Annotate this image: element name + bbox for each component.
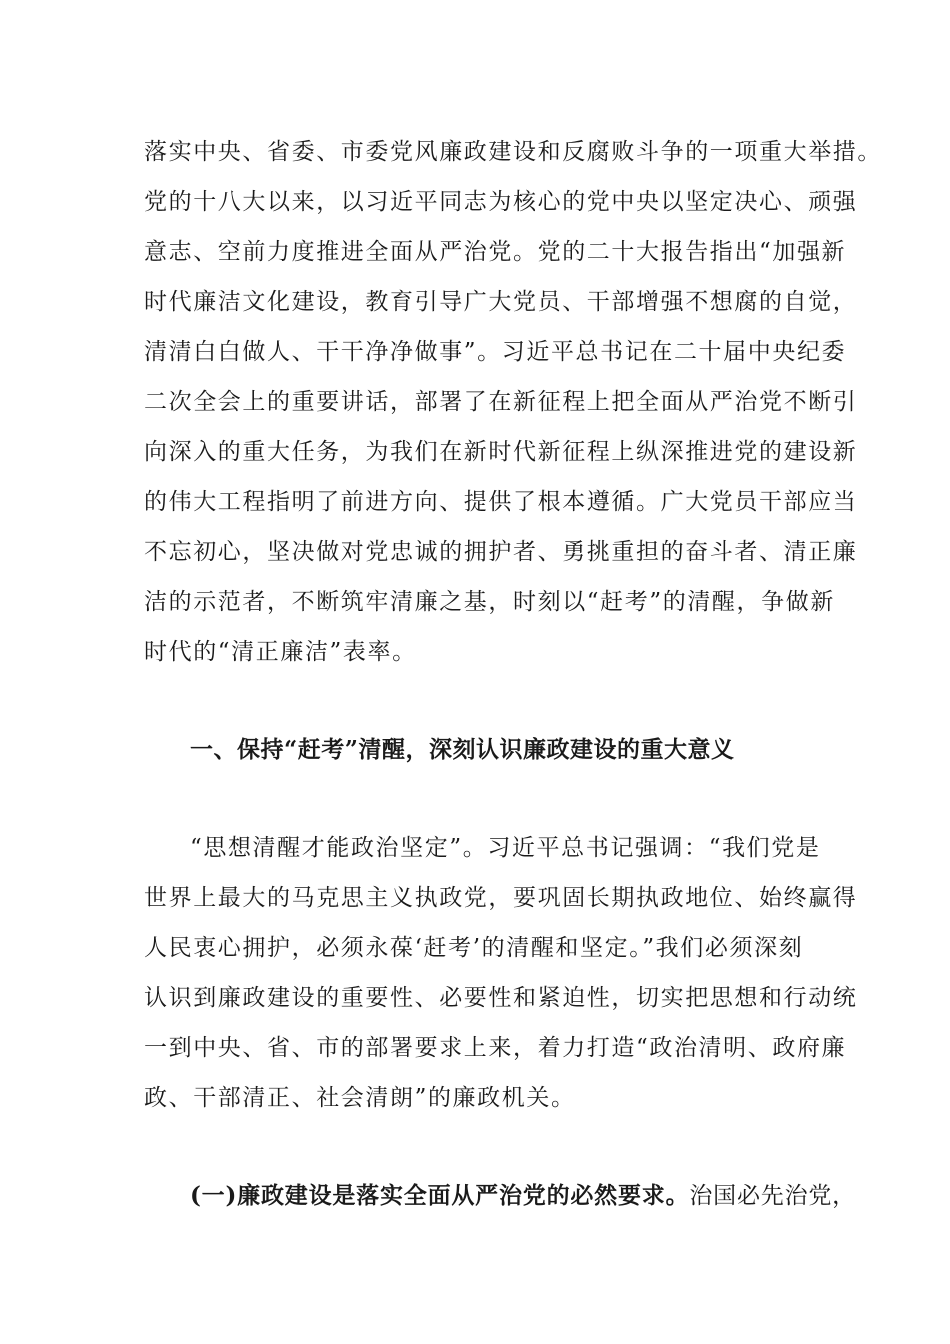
text-line: 不忘初心，坚决做对党忠诚的拥护者、勇挑重担的奋斗者、清正廉: [144, 539, 858, 565]
text-line: 意志、空前力度推进全面从严治党。党的二十大报告指出“加强新: [144, 239, 847, 265]
subheading-paragraph: [190, 1181, 870, 1211]
text-line: 的伟大工程指明了前进方向、提供了根本遵循。广大党员干部应当: [144, 489, 858, 515]
text-line: 落实中央、省委、市委党风廉政建设和反腐败斗争的一项重大举措。: [144, 139, 882, 165]
subheading-rest-text: 治国必先治党，: [689, 1183, 856, 1209]
text-line: 清清白白做人、干干净净做事”。习近平总书记在二十届中央纪委: [144, 339, 847, 365]
text-line: 向深入的重大任务，为我们在新时代新征程上纵深推进党的建设新: [144, 439, 858, 465]
text-line: 人民衷心拥护，必须永葆‘赶考’的清醒和坚定。”我们必须深刻: [144, 935, 804, 961]
section-heading: 一、保持“赶考”清醒，深刻认识廉政建设的重大意义: [190, 736, 735, 763]
text-line: 政、干部清正、社会清朗”的廉政机关。: [144, 1085, 576, 1111]
text-line: 时代的“清正廉洁”表率。: [144, 639, 417, 665]
text-line: “思想清醒才能政治坚定”。习近平总书记强调：“我们党是: [190, 835, 821, 861]
text-line: 二次全会上的重要讲话，部署了在新征程上把全面从严治党不断引: [144, 389, 858, 415]
text-line: 一到中央、省、市的部署要求上来，着力打造“政治清明、政府廉: [144, 1035, 847, 1061]
text-line: 认识到廉政建设的重要性、必要性和紧迫性，切实把思想和行动统: [144, 985, 858, 1011]
text-line: 世界上最大的马克思主义执政党，要巩固长期执政地位、始终赢得: [144, 885, 858, 911]
text-line: 时代廉洁文化建设，教育引导广大党员、干部增强不想腐的自觉，: [144, 289, 858, 315]
text-line: 党的十八大以来，以习近平同志为核心的党中央以坚定决心、顽强: [144, 189, 858, 215]
subheading-bold-text: (一)廉政建设是落实全面从严治党的必然要求。: [190, 1182, 690, 1209]
text-line: 洁的示范者，不断筑牢清廉之基，时刻以“赶考”的清醒，争做新: [144, 589, 835, 615]
